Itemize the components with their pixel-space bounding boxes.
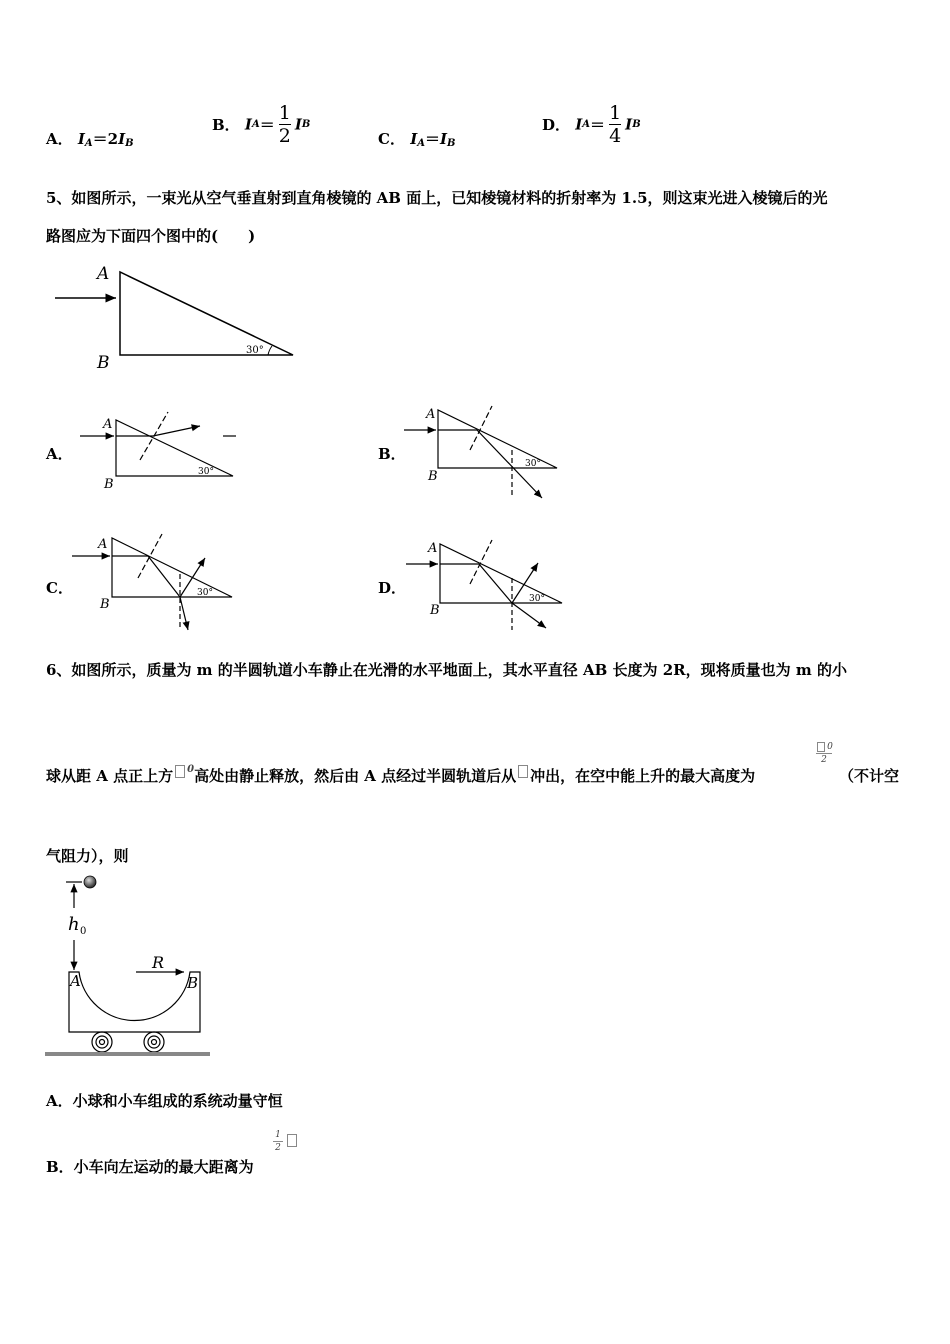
svg-text:B: B <box>430 603 440 618</box>
q5-option-a: A． <box>46 445 73 463</box>
svg-text:R: R <box>152 953 165 972</box>
q4-option-b: B． IA＝ $\frac{1}{2}$ IB <box>212 102 311 147</box>
svg-text:A: A <box>426 407 436 422</box>
option-label: A． <box>46 130 73 148</box>
q6-cart-figure <box>42 868 217 1063</box>
fraction: $\frac{1}{4}$ <box>609 102 622 147</box>
svg-text:30°: 30° <box>525 459 541 469</box>
q4-option-c: C． $I_A=I_B$ <box>378 130 456 149</box>
right-wheel <box>144 1032 164 1052</box>
q5-option-a-figure <box>78 408 243 493</box>
q5-option-b-figure <box>402 402 567 502</box>
q6-text-line2: 球从距 A 点正上方 0高处由静止释放，然后由 A 点经过半圆轨道后从 冲出，在空中能上升的最大高度为 <box>46 764 756 785</box>
angle-label: 30° <box>246 345 264 356</box>
q4-option-a: A． $I_A=2I_B$ <box>46 130 134 149</box>
q5-option-d: D． <box>378 579 407 597</box>
svg-text:A: A <box>428 541 438 556</box>
svg-text:A: A <box>70 972 81 990</box>
q5-option-d-figure <box>404 530 569 635</box>
q5-option-c: C． <box>46 579 73 597</box>
ball <box>84 876 96 888</box>
q6-option-b: B．小车向左运动的最大距离为 <box>46 1158 254 1176</box>
q5-text-line2: 路图应为下面四个图中的( ) <box>46 227 256 245</box>
q5-prism-figure <box>50 260 310 375</box>
svg-text:h: h <box>68 914 80 935</box>
svg-text:0: 0 <box>80 926 87 937</box>
q6-text-line3: 气阻力），则 <box>46 847 129 865</box>
svg-text:30°: 30° <box>529 594 545 604</box>
q5-text-line1: 5、如图所示，一束光从空气垂直射到直角棱镜的 AB 面上，已知棱镜材料的折射率为 1.5，则这束光进入棱镜后的光 <box>46 189 828 207</box>
missing-symbol-box <box>175 765 185 778</box>
q6-text-line2-end: （不计空 <box>839 767 900 785</box>
svg-text:30°: 30° <box>198 467 214 477</box>
svg-text:A: A <box>98 537 108 552</box>
missing-symbol-box <box>287 1134 297 1147</box>
svg-text:B: B <box>104 477 114 492</box>
q6-height-fraction: 0 2 <box>814 742 834 765</box>
left-wheel <box>92 1032 112 1052</box>
ground <box>45 1052 210 1056</box>
fraction: $\frac{1}{2}$ <box>278 102 291 147</box>
q5-option-b: B． <box>378 445 406 463</box>
missing-symbol-box <box>518 765 528 778</box>
svg-text:A: A <box>103 417 113 432</box>
q6-text-line1: 6、如图所示，质量为 m 的半圆轨道小车静止在光滑的水平地面上，其水平直径 AB 长度为 2R，现将质量也为 m 的小 <box>46 661 847 679</box>
svg-text:B: B <box>187 974 199 992</box>
vertex-b-label: B <box>97 353 110 373</box>
svg-text:B: B <box>100 597 110 612</box>
q4-option-d: D． IA＝ $\frac{1}{4}$ IB <box>542 102 641 147</box>
svg-text:30°: 30° <box>197 588 213 598</box>
svg-text:B: B <box>428 469 438 484</box>
q6-option-a: A．小球和小车组成的系统动量守恒 <box>46 1092 283 1110</box>
q5-option-c-figure <box>70 530 240 635</box>
vertex-a-label: A <box>97 264 110 284</box>
q6-option-b-fraction: 1 2 <box>273 1130 297 1153</box>
